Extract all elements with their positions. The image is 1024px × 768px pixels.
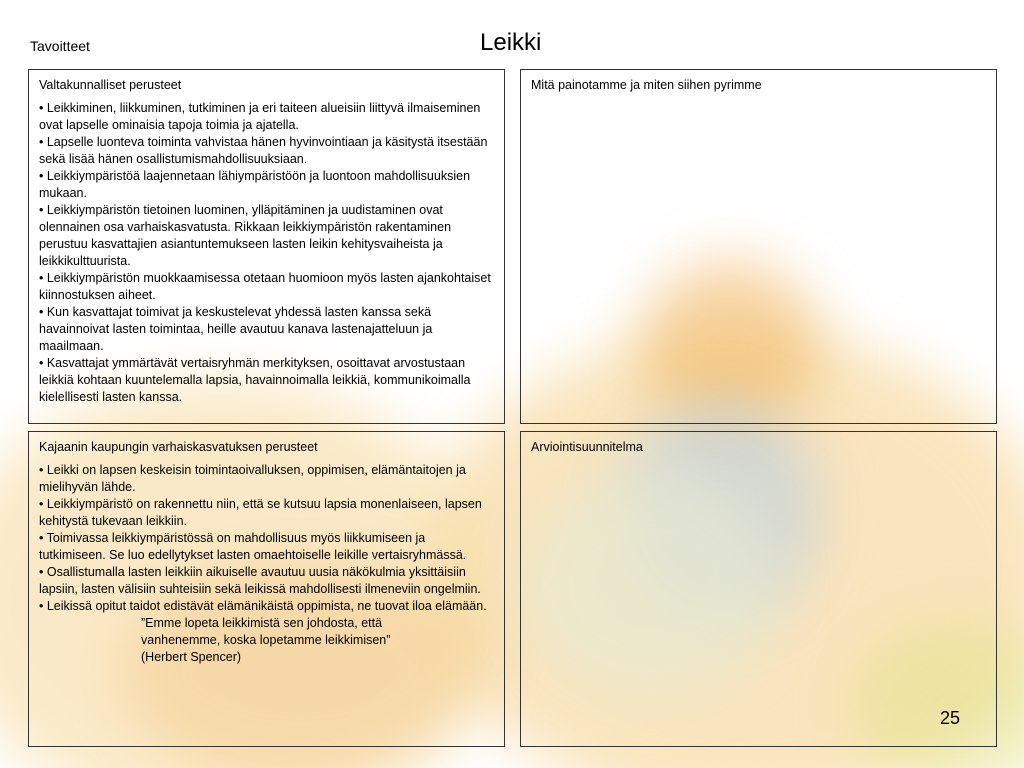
quote-line: vanhenemme, koska lopetamme leikkimisen” xyxy=(141,633,391,647)
emphasis-box xyxy=(520,69,997,424)
page-number: 25 xyxy=(940,708,961,728)
box-title: Valtakunnalliset perusteet xyxy=(39,78,182,92)
section-label: Tavoitteet xyxy=(30,38,90,54)
box-title: Mitä painotamme ja miten siihen pyrimme xyxy=(531,78,762,92)
bullet-list xyxy=(39,462,494,615)
quote-line: ”Emme lopeta leikkimistä sen johdosta, että xyxy=(141,616,383,630)
box-title: Arviointisuunnitelma xyxy=(531,440,643,454)
national-guidelines-box xyxy=(28,69,505,424)
list-item: • Leikki on lapsen keskeisin toimintaoivalluksen, oppimisen, elämäntaitojen ja mielihyvän lähde. xyxy=(39,463,466,494)
list-item: • Osallistumalla lasten leikkiin aikuiselle avautuu uusia näkökulmia yksittäisiin lapsiin, lasten välisiin suhteisiin sekä leikissä mahdollisesti ilmeneviin ongelmiin. xyxy=(39,565,481,596)
list-item: • Leikkiminen, liikkuminen, tutkiminen ja eri taiteen alueisiin liittyvä ilmaiseminen ovat lapselle ominaisia tapoja toimia ja ajatella. xyxy=(39,101,481,132)
list-item: • Leikkiympäristöä laajennetaan lähiympäristöön ja luontoon mahdollisuuksien mukaan. xyxy=(39,169,471,200)
bullet-list xyxy=(39,100,494,406)
evaluation-plan-box xyxy=(520,431,997,747)
list-item: • Leikkiympäristö on rakennettu niin, että se kutsuu lapsia monenlaiseen, lapsen kehitystä tukevaan leikkiin. xyxy=(39,497,482,528)
list-item: • Kun kasvattajat toimivat ja keskustelevat yhdessä lasten kanssa sekä havainnoivat lasten toimintaa, heille avautuu kanava lastenajatteluun ja maailmaan. xyxy=(39,305,433,353)
box-title: Kajaanin kaupungin varhaiskasvatuksen perusteet xyxy=(39,440,318,454)
page-title: Leikki xyxy=(480,29,542,56)
quote xyxy=(39,615,494,666)
quote-author: (Herbert Spencer) xyxy=(141,650,242,664)
list-item: • Lapselle luonteva toiminta vahvistaa hänen hyvinvointiaan ja käsitystä itsestään sekä lisää hänen osallistumismahdollisuuksiaan. xyxy=(39,135,488,166)
list-item: • Kasvattajat ymmärtävät vertaisryhmän merkityksen, osoittavat arvostustaan leikkiä kohtaan kuuntelemalla lapsia, havainnoimalla leikkiä, kommunikoimalla kielellisesti lasten kanssa. xyxy=(39,356,471,404)
local-guidelines-box xyxy=(28,431,505,747)
list-item: • Leikkiympäristön muokkaamisessa otetaan huomioon myös lasten ajankohtaiset kiinnostuksen aiheet. xyxy=(39,271,491,302)
list-item: • Leikissä opitut taidot edistävät elämänikäistä oppimista, ne tuovat iloa elämään. xyxy=(39,599,487,613)
list-item: • Leikkiympäristön tietoinen luominen, ylläpitäminen ja uudistaminen ovat olennainen osa varhaiskasvatusta. Rikkaan leikkiympäristön rakentaminen perustuu kasvattajien asiantuntemukseen lasten leikin kehitysvaiheista ja leikkikulttuurista. xyxy=(39,203,452,268)
list-item: • Toimivassa leikkiympäristössä on mahdollisuus myös liikkumiseen ja tutkimiseen. Se luo edellytykset lasten omaehtoiselle leikille vertaisryhmässä. xyxy=(39,531,467,562)
